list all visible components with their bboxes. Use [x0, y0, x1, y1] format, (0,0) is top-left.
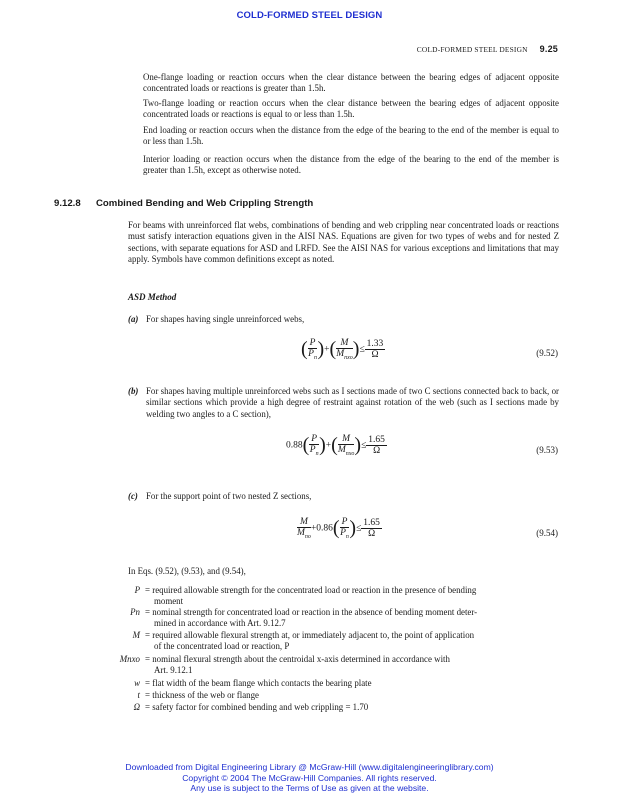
def-text: required allowable strength for the concentrated load or reaction in the presence of bending: [152, 585, 477, 595]
eq-9-53-coef: 0.88: [286, 440, 303, 451]
section-paragraph: For beams with unreinforced flat webs, combinations of bending and web crippling near concentrated loads or reactions must satisfy interaction equations given in the AISI NAS. Equations are given for two types of webs and for nested Z sections, with separate equations for ASD and LRFD. See the AISI NAS for various exceptions and limitations that may apply. Symbols have common definitions except as noted.: [128, 220, 559, 265]
definition-omega: Ω = safety factor for combined bending and web crippling = 1.70: [100, 702, 560, 713]
equation-9-52: ( $\frac{P}{P_n}$ )+( $\frac{M}{M_{nxo}}$ )≤ $\frac{1.33}{\Omega}$: [301, 338, 384, 361]
def-symbol: Ω: [133, 702, 140, 712]
eq-9-52-omega: Ω: [371, 350, 379, 360]
item-c-label: (c): [128, 491, 138, 501]
def-text-cont: of the concentrated load or reaction, P: [154, 641, 290, 651]
item-c: [128, 491, 559, 502]
para-one-flange: One-flange loading or reaction occurs when the clear distance between the bearing edges of adjacent opposite concentrated loads or reactions is greater than 1.5h.: [143, 72, 559, 94]
item-b-text: For shapes having multiple unreinforced webs such as I sections made of two C sections connected back to back, or similar sections which provide a high degree of restraint against rotation of the web (such as I sections made by welding two angles to a C section),: [146, 386, 559, 419]
def-symbol: P: [134, 585, 140, 595]
item-a-label: (a): [128, 314, 139, 324]
def-symbol: w: [134, 678, 140, 688]
running-head-title: COLD-FORMED STEEL DESIGN: [416, 45, 528, 54]
para-interior-loading: Interior loading or reaction occurs when the distance from the edge of the bearing to the end of the member is greater than 1.5h, except as otherwise noted.: [143, 154, 559, 176]
library-banner: COLD-FORMED STEEL DESIGN: [236, 10, 383, 21]
eq-number-9-53: (9.53): [536, 445, 558, 455]
item-c-text: For the support point of two nested Z sections,: [146, 491, 312, 501]
def-text: safety factor for combined bending and web crippling = 1.70: [152, 702, 369, 712]
para-end-loading: End loading or reaction occurs when the distance from the edge of the bearing to the end of the member is equal to or less than 1.5h.: [143, 125, 559, 147]
def-text-cont: Art. 9.12.1: [154, 665, 193, 675]
definition-M: M = required allowable flexural strength at, or immediately adjacent to, the point of application of the concentrated load or reaction, P: [100, 630, 560, 641]
def-symbol: Pn: [130, 607, 140, 617]
eq-9-53-omega: Ω: [373, 446, 381, 456]
def-text: required allowable flexural strength at, or immediately adjacent to, the point of application: [152, 630, 475, 640]
def-text: thickness of the web or flange: [152, 690, 259, 700]
footer-download-link[interactable]: Downloaded from Digital Engineering Library @ McGraw-Hill (www.digitalengineeringlibrary.com): [125, 762, 494, 772]
eq-9-53-limit: 1.65: [368, 435, 385, 445]
eq-9-52-limit: 1.33: [366, 339, 384, 349]
def-symbol: t: [137, 690, 140, 700]
def-symbol: M: [132, 630, 140, 640]
definition-Pn: Pn = nominal strength for concentrated load or reaction in the absence of bending moment deter- mined in accordance with Art. 9.12.7: [100, 607, 560, 618]
def-text-cont: moment: [154, 596, 184, 606]
footer-terms: Any use is subject to the Terms of Use as given at the website.: [190, 783, 429, 793]
definition-Mnxo: Mnxo = nominal flexural strength about the centroidal x-axis determined in accordance with Art. 9.12.1: [100, 654, 560, 665]
footer: [0, 762, 619, 794]
definition-t: t = thickness of the web or flange: [100, 690, 560, 701]
section-number: 9.12.8: [54, 198, 81, 209]
eq-9-54-coef: 0.86: [316, 523, 333, 534]
def-symbol: Mnxo: [119, 654, 140, 664]
eq-9-54-limit: 1.65: [363, 518, 380, 528]
running-head: [417, 44, 558, 54]
item-a: [128, 314, 559, 325]
item-b: [128, 386, 559, 419]
definition-w: w = flat width of the beam flange which contacts the bearing plate: [100, 678, 560, 689]
para-two-flange: Two-flange loading or reaction occurs when the clear distance between the bearing edges of adjacent opposite concentrated loads or reactions is equal to or less than 1.5h.: [143, 98, 559, 120]
eq-number-9-52: (9.52): [536, 348, 558, 358]
def-text: flat width of the beam flange which contacts the bearing plate: [152, 678, 372, 688]
item-a-text: For shapes having single unreinforced webs,: [146, 314, 305, 324]
item-b-label: (b): [128, 386, 139, 396]
equation-9-54: $\frac{M}{M_{no}}$ +0.86( $\frac{P}{P_n}$ )≤ $\frac{1.65}{\Omega}$: [297, 517, 380, 540]
def-text: nominal strength for concentrated load or reaction in the absence of bending moment deter-: [152, 607, 478, 617]
eq-9-54-omega: Ω: [368, 529, 376, 539]
def-text-cont: mined in accordance with Art. 9.12.7: [154, 618, 286, 628]
eq-number-9-54: (9.54): [536, 528, 558, 538]
def-text: nominal flexural strength about the centroidal x-axis determined in accordance with: [152, 654, 450, 664]
asd-method-heading: ASD Method: [128, 292, 177, 302]
equation-9-53: 0.88( $\frac{P}{P_n}$ )+( $\frac{M}{M_{nxo}}$ )≤ $\frac{1.65}{\Omega}$: [286, 434, 385, 457]
definition-P: P = required allowable strength for the concentrated load or reaction in the presence of bending moment: [100, 585, 560, 596]
page-number: 9.25: [539, 44, 558, 54]
footer-copyright: Copyright © 2004 The McGraw-Hill Companies. All rights reserved.: [182, 772, 437, 783]
in-eqs-line: In Eqs. (9.52), (9.53), and (9.54),: [128, 566, 246, 576]
section-title: Combined Bending and Web Crippling Strength: [96, 198, 314, 209]
